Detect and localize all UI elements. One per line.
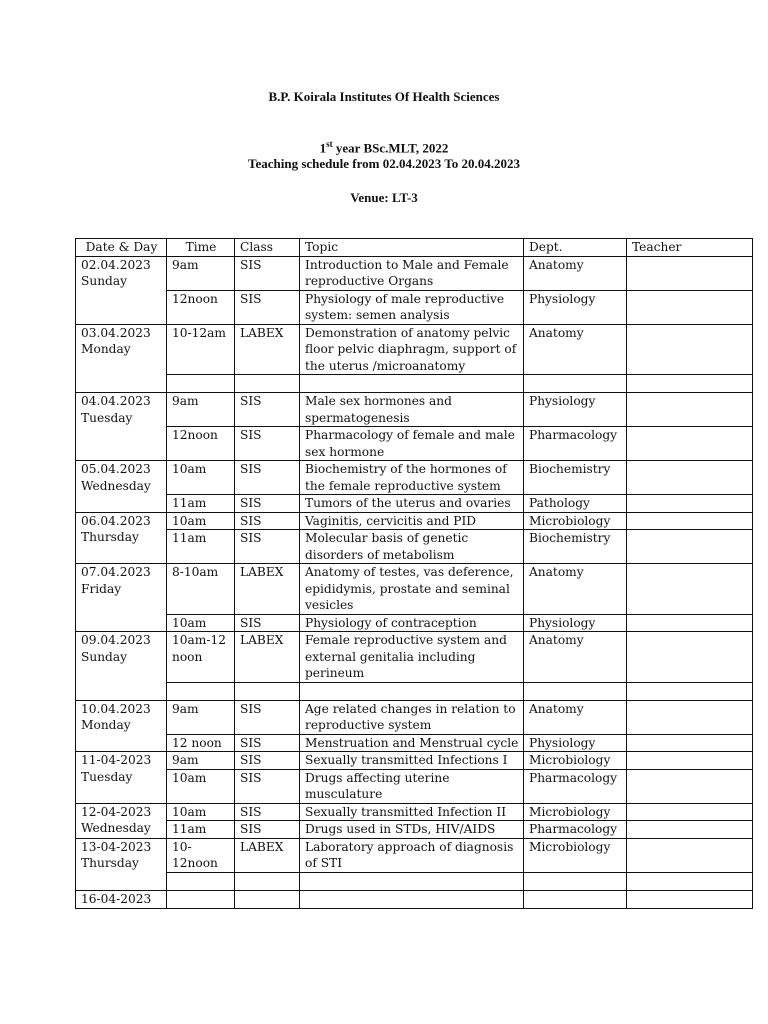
dept-cell: Microbiology: [524, 803, 627, 821]
dept-cell: Anatomy: [524, 632, 627, 683]
date-cell: 09.04.2023 Sunday: [76, 632, 167, 701]
teacher-cell: [627, 393, 753, 427]
dept-cell: Anatomy: [524, 700, 627, 734]
date-cell: 13-04-2023 Thursday: [76, 838, 167, 890]
class-cell: SIS: [235, 256, 300, 290]
class-cell: SIS: [235, 290, 300, 324]
topic-cell: Introduction to Male and Female reproductive Organs: [300, 256, 524, 290]
table-row: [76, 769, 753, 803]
topic-cell: Physiology of male reproductive system: semen analysis: [300, 290, 524, 324]
dept-cell: Physiology: [524, 614, 627, 632]
table-row: [76, 890, 753, 908]
teacher-cell: [627, 375, 753, 393]
dept-cell: Pharmacology: [524, 821, 627, 839]
table-row: [76, 838, 753, 872]
class-cell: SIS: [235, 393, 300, 427]
year-number: 1: [319, 140, 327, 156]
time-cell: 12 noon: [167, 734, 235, 752]
topic-cell: Pharmacology of female and male sex hormone: [300, 427, 524, 461]
schedule-title: Teaching schedule from 02.04.2023 To 20.04.2023: [248, 156, 520, 171]
table-row: [76, 256, 753, 290]
teacher-cell: [627, 427, 753, 461]
date-cell: 03.04.2023 Monday: [76, 324, 167, 393]
table-row: [76, 564, 753, 615]
program-title: [0, 139, 768, 156]
teacher-cell: [627, 769, 753, 803]
class-cell: [235, 375, 300, 393]
venue-title: Venue: LT-3: [350, 190, 418, 205]
dept-cell: Anatomy: [524, 256, 627, 290]
class-cell: SIS: [235, 700, 300, 734]
topic-cell: Male sex hormones and spermatogenesis: [300, 393, 524, 427]
time-cell: [167, 890, 235, 908]
class-cell: SIS: [235, 752, 300, 770]
header-date: Date & Day: [76, 239, 167, 257]
dept-cell: Microbiology: [524, 838, 627, 872]
table-row: [76, 530, 753, 564]
time-cell: 12noon: [167, 290, 235, 324]
topic-cell: Tumors of the uterus and ovaries: [300, 495, 524, 513]
dept-cell: Anatomy: [524, 324, 627, 375]
table-row: [76, 632, 753, 683]
dept-cell: [524, 872, 627, 890]
table-row: [76, 290, 753, 324]
time-cell: 11am: [167, 821, 235, 839]
teacher-cell: [627, 734, 753, 752]
class-cell: SIS: [235, 769, 300, 803]
teacher-cell: [627, 838, 753, 872]
date-cell: 16-04-2023: [76, 890, 167, 908]
header-time: Time: [167, 239, 235, 257]
table-row: [76, 461, 753, 495]
class-cell: SIS: [235, 530, 300, 564]
teacher-cell: [627, 700, 753, 734]
date-cell: 07.04.2023 Friday: [76, 564, 167, 632]
time-cell: 10am: [167, 461, 235, 495]
table-row: [76, 495, 753, 513]
class-cell: SIS: [235, 512, 300, 530]
teacher-cell: [627, 530, 753, 564]
time-cell: 9am: [167, 752, 235, 770]
time-cell: 8-10am: [167, 564, 235, 615]
year-suffix: st: [326, 139, 333, 149]
class-cell: [235, 682, 300, 700]
table-row: [76, 821, 753, 839]
dept-cell: Anatomy: [524, 564, 627, 615]
time-cell: 12noon: [167, 427, 235, 461]
class-cell: SIS: [235, 461, 300, 495]
teacher-cell: [627, 821, 753, 839]
table-row: [76, 803, 753, 821]
date-cell: 06.04.2023 Thursday: [76, 512, 167, 564]
teacher-cell: [627, 461, 753, 495]
header-dept: Dept.: [524, 239, 627, 257]
time-cell: 10am-12 noon: [167, 632, 235, 683]
class-cell: SIS: [235, 427, 300, 461]
table-row: [76, 700, 753, 734]
time-cell: 10-12am: [167, 324, 235, 375]
schedule-table: [75, 238, 753, 909]
dept-cell: Microbiology: [524, 512, 627, 530]
topic-cell: [300, 375, 524, 393]
table-row: [76, 614, 753, 632]
class-cell: [235, 872, 300, 890]
class-cell: SIS: [235, 495, 300, 513]
institute-title: B.P. Koirala Institutes Of Health Sciences: [268, 89, 500, 104]
table-row: [76, 734, 753, 752]
time-cell: 11am: [167, 495, 235, 513]
header-row: [76, 239, 753, 257]
class-cell: SIS: [235, 821, 300, 839]
class-cell: LABEX: [235, 632, 300, 683]
topic-cell: Drugs affecting uterine musculature: [300, 769, 524, 803]
time-cell: 10am: [167, 769, 235, 803]
dept-cell: Biochemistry: [524, 461, 627, 495]
topic-cell: Molecular basis of genetic disorders of metabolism: [300, 530, 524, 564]
teacher-cell: [627, 495, 753, 513]
topic-cell: Physiology of contraception: [300, 614, 524, 632]
dept-cell: Pharmacology: [524, 769, 627, 803]
teacher-cell: [627, 752, 753, 770]
class-cell: SIS: [235, 734, 300, 752]
class-cell: LABEX: [235, 324, 300, 375]
dept-cell: [524, 890, 627, 908]
time-cell: 10am: [167, 512, 235, 530]
topic-cell: [300, 682, 524, 700]
date-cell: 04.04.2023 Tuesday: [76, 393, 167, 461]
dept-cell: Pathology: [524, 495, 627, 513]
dept-cell: [524, 682, 627, 700]
topic-cell: Biochemistry of the hormones of the female reproductive system: [300, 461, 524, 495]
date-cell: 10.04.2023 Monday: [76, 700, 167, 752]
time-cell: [167, 872, 235, 890]
teacher-cell: [627, 256, 753, 290]
teacher-cell: [627, 632, 753, 683]
table-row: [76, 324, 753, 375]
topic-cell: Vaginitis, cervicitis and PID: [300, 512, 524, 530]
dept-cell: Physiology: [524, 393, 627, 427]
year-text: year BSc.MLT, 2022: [332, 140, 449, 156]
teacher-cell: [627, 324, 753, 375]
teacher-cell: [627, 564, 753, 615]
dept-cell: Physiology: [524, 290, 627, 324]
time-cell: [167, 682, 235, 700]
teacher-cell: [627, 872, 753, 890]
class-cell: SIS: [235, 614, 300, 632]
header-topic: Topic: [300, 239, 524, 257]
date-cell: 11-04-2023 Tuesday: [76, 752, 167, 804]
topic-cell: Age related changes in relation to reproductive system: [300, 700, 524, 734]
topic-cell: Menstruation and Menstrual cycle: [300, 734, 524, 752]
date-cell: 02.04.2023 Sunday: [76, 256, 167, 324]
time-cell: 9am: [167, 700, 235, 734]
topic-cell: Demonstration of anatomy pelvic floor pelvic diaphragm, support of the uterus /microanatomy: [300, 324, 524, 375]
time-cell: 9am: [167, 393, 235, 427]
topic-cell: [300, 872, 524, 890]
class-cell: SIS: [235, 803, 300, 821]
teacher-cell: [627, 290, 753, 324]
table-row: [76, 752, 753, 770]
teacher-cell: [627, 512, 753, 530]
teacher-cell: [627, 803, 753, 821]
topic-cell: Sexually transmitted Infection II: [300, 803, 524, 821]
dept-cell: Physiology: [524, 734, 627, 752]
table-row: [76, 375, 753, 393]
class-cell: LABEX: [235, 564, 300, 615]
time-cell: [167, 375, 235, 393]
dept-cell: Pharmacology: [524, 427, 627, 461]
topic-cell: Anatomy of testes, vas deference, epididymis, prostate and seminal vesicles: [300, 564, 524, 615]
time-cell: 11am: [167, 530, 235, 564]
schedule-body: [76, 239, 753, 909]
date-cell: 05.04.2023 Wednesday: [76, 461, 167, 513]
topic-cell: Female reproductive system and external genitalia including perineum: [300, 632, 524, 683]
table-row: [76, 872, 753, 890]
header-teacher: Teacher: [627, 239, 753, 257]
topic-cell: [300, 890, 524, 908]
table-row: [76, 393, 753, 427]
time-cell: 9am: [167, 256, 235, 290]
topic-cell: Sexually transmitted Infections I: [300, 752, 524, 770]
table-row: [76, 682, 753, 700]
class-cell: LABEX: [235, 838, 300, 872]
topic-cell: Drugs used in STDs, HIV/AIDS: [300, 821, 524, 839]
dept-cell: [524, 375, 627, 393]
teacher-cell: [627, 682, 753, 700]
dept-cell: Biochemistry: [524, 530, 627, 564]
table-row: [76, 427, 753, 461]
table-row: [76, 512, 753, 530]
teacher-cell: [627, 614, 753, 632]
teacher-cell: [627, 890, 753, 908]
class-cell: [235, 890, 300, 908]
topic-cell: Laboratory approach of diagnosis of STI: [300, 838, 524, 872]
dept-cell: Microbiology: [524, 752, 627, 770]
date-cell: 12-04-2023 Wednesday: [76, 803, 167, 838]
time-cell: 10am: [167, 803, 235, 821]
time-cell: 10am: [167, 614, 235, 632]
header-class: Class: [235, 239, 300, 257]
time-cell: 10-12noon: [167, 838, 235, 872]
